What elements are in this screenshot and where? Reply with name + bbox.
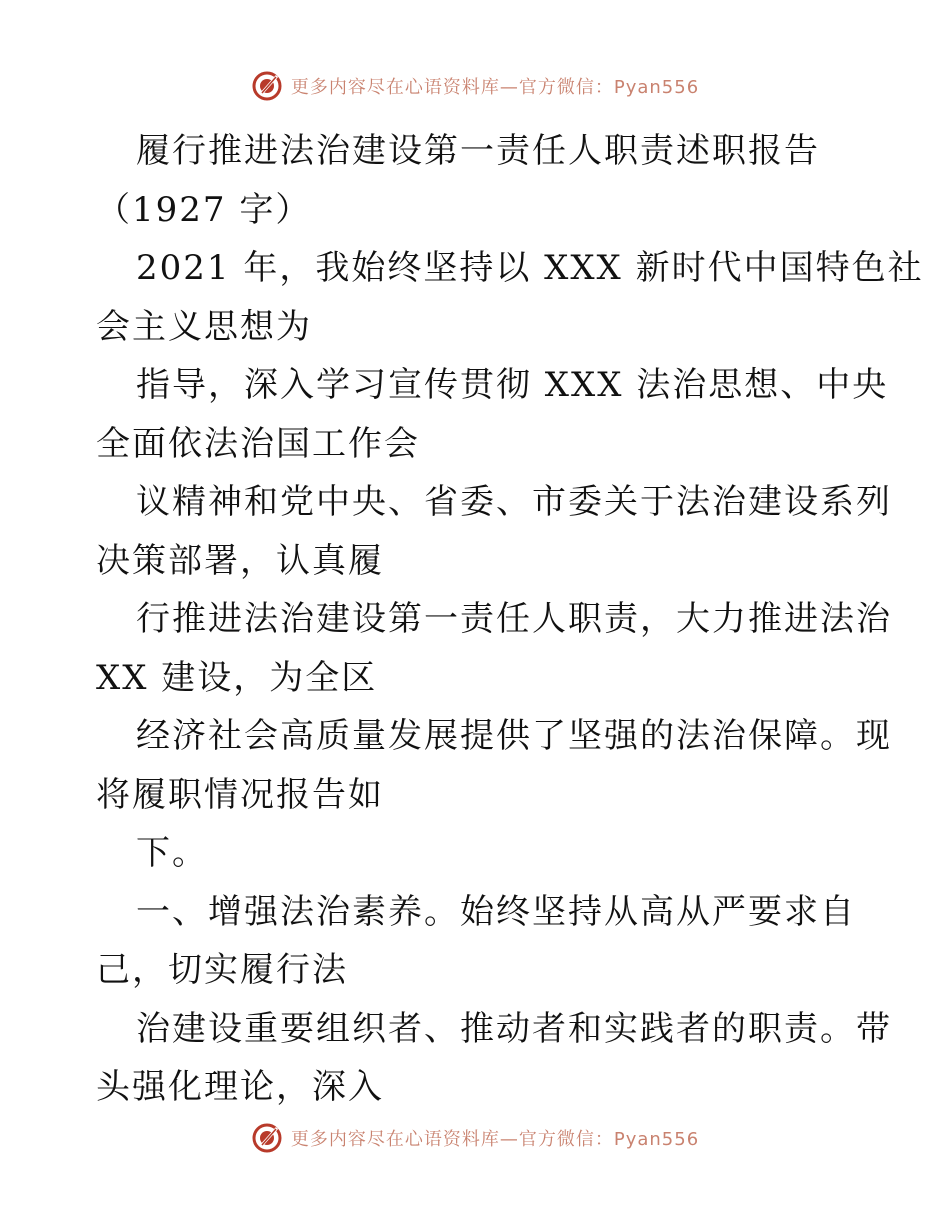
pen-seal-icon [251, 70, 283, 102]
paragraph-line: 经济社会高质量发展提供了坚强的法治保障。现 [136, 716, 892, 756]
watermark-text: 更多内容尽在心语资料库—官方微信：Pyan556 [290, 77, 700, 98]
paragraph-line: 决策部署，认真履 [96, 540, 384, 581]
paragraph-line: 行推进法治建设第一责任人职责，大力推进法治 [136, 599, 892, 639]
pen-seal-icon [251, 1122, 283, 1154]
watermark-header [0, 70, 950, 102]
watermark-footer [0, 1122, 950, 1154]
paragraph-line: 治建设重要组织者、推动者和实践者的职责。带 [136, 1008, 892, 1049]
paragraph-line: 头强化理论，深入 [96, 1067, 384, 1107]
paragraph-line: 议精神和党中央、省委、市委关于法治建设系列 [136, 482, 892, 522]
paragraph-line: 下。 [136, 833, 208, 873]
paragraph-line: 会主义思想为 [96, 306, 312, 347]
document-body [96, 122, 924, 1117]
watermark-text: 更多内容尽在心语资料库—官方微信：Pyan556 [290, 1129, 700, 1150]
paragraph-line: 2021 年，我始终坚持以 XXX 新时代中国特色社 [136, 248, 924, 288]
word-count: （1927 字） [96, 189, 312, 230]
paragraph-line: 己，切实履行法 [96, 950, 348, 990]
paragraph-line: XX 建设，为全区 [96, 657, 378, 698]
document-title: 履行推进法治建设第一责任人职责述职报告 [136, 131, 820, 171]
paragraph-line: 全面依法治国工作会 [96, 423, 420, 464]
section-heading-line: 一、增强法治素养。始终坚持从高从严要求自 [136, 891, 856, 932]
paragraph-line: 将履职情况报告如 [96, 774, 384, 815]
paragraph-line: 指导，深入学习宣传贯彻 XXX 法治思想、中央 [136, 365, 889, 405]
